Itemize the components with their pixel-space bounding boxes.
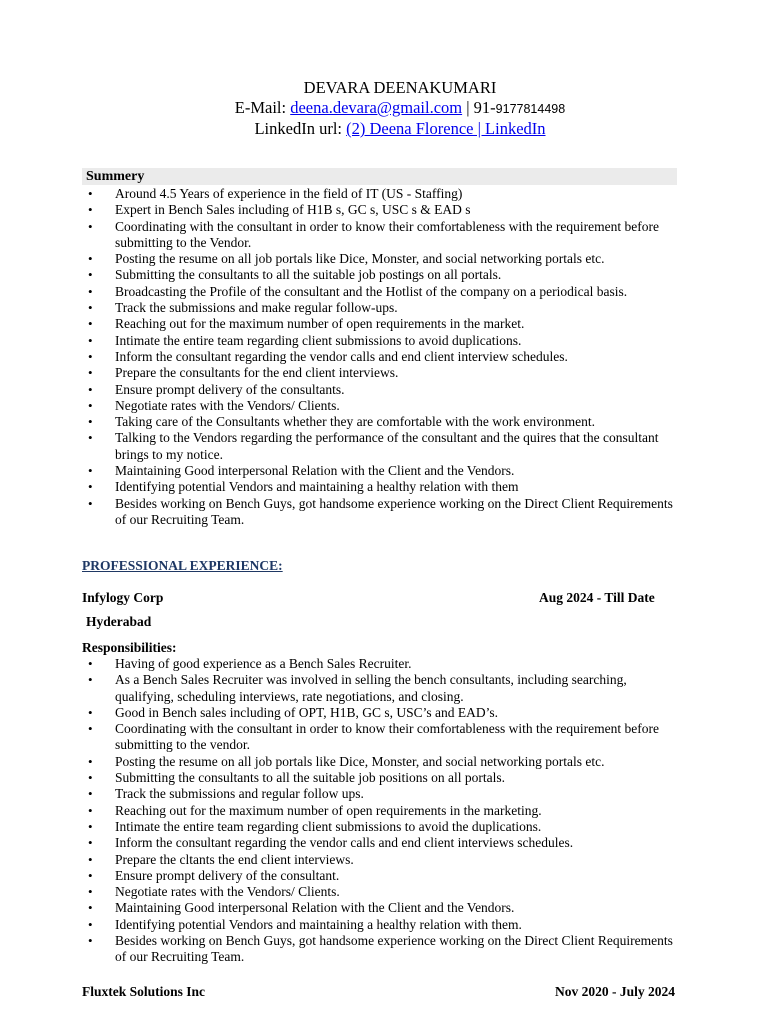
list-item xyxy=(82,852,682,868)
list-item-text: As a Bench Sales Recruiter was involved in selling the bench consultants, including searching, qualifying, scheduling interviews, rate negotiations, and closing. xyxy=(115,672,627,704)
list-item-text: Submitting the consultants to all the suitable job postings on all portals. xyxy=(115,267,502,283)
bullet-icon: • xyxy=(88,802,93,818)
list-item xyxy=(82,884,682,900)
list-item-text: Taking care of the Consultants whether they are comfortable with the work environment. xyxy=(115,414,596,430)
bullet-icon: • xyxy=(88,672,93,688)
list-item xyxy=(82,754,682,770)
list-item xyxy=(82,770,682,786)
list-item-text: Posting the resume on all job portals like Dice, Monster, and social networking portals etc. xyxy=(115,251,605,267)
list-item-text: Ensure prompt delivery of the consultant. xyxy=(115,867,340,883)
list-item-text: Intimate the entire team regarding client submissions to avoid the duplications. xyxy=(115,818,542,834)
candidate-name: DEVARA DEENAKUMARI xyxy=(303,78,497,97)
list-item xyxy=(82,300,682,316)
list-item-text: Broadcasting the Profile of the consultant and the Hotlist of the company on a periodical basis. xyxy=(115,283,628,299)
professional-experience-title: PROFESSIONAL EXPERIENCE: xyxy=(82,558,283,573)
list-item-text: Reaching out for the maximum number of open requirements in the marketing. xyxy=(115,802,542,818)
list-item-text: Besides working on Bench Guys, got handsome experience working on the Direct Client Requirements of our Recruiting Team. xyxy=(115,933,673,965)
list-item xyxy=(82,819,682,835)
list-item xyxy=(82,202,682,218)
bullet-icon: • xyxy=(88,186,93,201)
bullet-icon: • xyxy=(88,365,93,381)
bullet-icon: • xyxy=(88,267,93,283)
list-item xyxy=(82,414,682,430)
bullet-icon: • xyxy=(88,414,93,430)
list-item-text: Intimate the entire team regarding client submissions to avoid duplications. xyxy=(115,332,522,348)
list-item xyxy=(82,917,682,933)
bullet-icon: • xyxy=(88,900,93,916)
list-item-text: Ensure prompt delivery of the consultants. xyxy=(115,381,345,397)
email-link[interactable]: deena.devara@gmail.com xyxy=(290,98,463,117)
list-item-text: Submitting the consultants to all the suitable job positions on all portals. xyxy=(115,770,505,786)
bullet-icon: • xyxy=(88,835,93,851)
list-item-text: Expert in Bench Sales including of H1B s, GC s, USC s & EAD s xyxy=(115,202,471,218)
phone-prefix: | 91- xyxy=(462,98,496,117)
contact-line xyxy=(0,98,768,119)
list-item-text: Identifying potential Vendors and maintaining a healthy relation with them. xyxy=(115,916,522,932)
list-item-text: Besides working on Bench Guys, got handsome experience working on the Direct Client Requirements of our Recruiting Team. xyxy=(115,495,673,527)
list-item xyxy=(82,868,682,884)
list-item-text: Having of good experience as a Bench Sales Recruiter. xyxy=(115,656,412,671)
list-item-text: Coordinating with the consultant in order to know their comfortableness with the requirement before submitting to the vendor. xyxy=(115,721,659,753)
list-item-text: Maintaining Good interpersonal Relation with the Client and the Vendors. xyxy=(115,900,515,916)
bullet-icon: • xyxy=(88,867,93,883)
list-item-text: Negotiate rates with the Vendors/ Clients. xyxy=(115,397,340,413)
bullet-icon: • xyxy=(88,495,93,511)
bullet-icon: • xyxy=(88,916,93,932)
bullet-icon: • xyxy=(88,381,93,397)
bullet-icon: • xyxy=(88,300,93,316)
job1-city: Hyderabad xyxy=(86,614,152,629)
list-item xyxy=(82,333,682,349)
summary-heading-bar xyxy=(82,168,677,185)
list-item-text: Prepare the consultants for the end client interviews. xyxy=(115,365,399,381)
resume-header xyxy=(0,78,768,139)
list-item-text: Maintaining Good interpersonal Relation with the Client and the Vendors. xyxy=(115,463,515,479)
list-item xyxy=(82,284,682,300)
list-item xyxy=(82,398,682,414)
list-item xyxy=(82,267,682,283)
list-item xyxy=(82,803,682,819)
list-item xyxy=(82,933,682,966)
list-item xyxy=(82,316,682,332)
list-item-text: Negotiate rates with the Vendors/ Clients. xyxy=(115,884,340,900)
bullet-icon: • xyxy=(88,251,93,267)
list-item-text: Identifying potential Vendors and maintaining a healthy relation with them xyxy=(115,479,519,495)
bullet-icon: • xyxy=(88,218,93,234)
bullet-icon: • xyxy=(88,430,93,446)
summary-title: Summery xyxy=(86,169,145,184)
list-item xyxy=(82,349,682,365)
job1-responsibilities-list xyxy=(82,656,682,966)
job1-company: Infylogy Corp xyxy=(82,590,164,605)
list-item xyxy=(82,219,682,252)
list-item xyxy=(82,186,682,202)
list-item-text: Prepare the cltants the end client interviews. xyxy=(115,851,354,867)
job1-responsibilities-title: Responsibilities: xyxy=(82,640,177,655)
bullet-icon: • xyxy=(88,656,93,671)
list-item-text: Coordinating with the consultant in order to know their comfortableness with the requirement before submitting to the Vendor. xyxy=(115,218,659,250)
list-item xyxy=(82,721,682,754)
bullet-icon: • xyxy=(88,851,93,867)
bullet-icon: • xyxy=(88,770,93,786)
bullet-icon: • xyxy=(88,786,93,802)
list-item-text: Good in Bench sales including of OPT, H1B, GC s, USC’s and EAD’s. xyxy=(115,704,498,720)
bullet-icon: • xyxy=(88,348,93,364)
bullet-icon: • xyxy=(88,818,93,834)
bullet-icon: • xyxy=(88,316,93,332)
list-item-text: Talking to the Vendors regarding the performance of the consultant and the quires that the consultant brings to my notice. xyxy=(115,430,659,462)
bullet-icon: • xyxy=(88,753,93,769)
list-item-text: Reaching out for the maximum number of open requirements in the market. xyxy=(115,316,525,332)
list-item xyxy=(82,479,682,495)
list-item-text: Inform the consultant regarding the vendor calls and end client interview schedules. xyxy=(115,348,568,364)
list-item xyxy=(82,672,682,705)
list-item-text: Track the submissions and regular follow ups. xyxy=(115,786,364,802)
bullet-icon: • xyxy=(88,463,93,479)
job1-dates: Aug 2024 - Till Date xyxy=(539,590,655,605)
list-item xyxy=(82,365,682,381)
bullet-icon: • xyxy=(88,933,93,949)
summary-list xyxy=(82,186,682,528)
list-item-text: Inform the consultant regarding the vendor calls and end client interviews schedules. xyxy=(115,835,574,851)
list-item xyxy=(82,835,682,851)
list-item xyxy=(82,705,682,721)
linkedin-label: LinkedIn url: xyxy=(254,119,347,138)
linkedin-link[interactable]: (2) Deena Florence | LinkedIn xyxy=(346,119,546,138)
list-item-text: Posting the resume on all job portals like Dice, Monster, and social networking portals etc. xyxy=(115,753,605,769)
bullet-icon: • xyxy=(88,397,93,413)
email-label: E-Mail: xyxy=(234,98,291,117)
list-item xyxy=(82,463,682,479)
list-item xyxy=(82,656,682,672)
list-item-text: Track the submissions and make regular follow-ups. xyxy=(115,300,398,316)
bullet-icon: • xyxy=(88,479,93,495)
job2-dates: Nov 2020 - July 2024 xyxy=(555,984,676,999)
bullet-icon: • xyxy=(88,332,93,348)
list-item-text: Around 4.5 Years of experience in the field of IT (US - Staffing) xyxy=(115,186,463,201)
list-item xyxy=(82,251,682,267)
phone-number: 9177814498 xyxy=(495,102,566,116)
list-item xyxy=(82,900,682,916)
list-item xyxy=(82,430,682,463)
job2-company: Fluxtek Solutions Inc xyxy=(82,984,206,999)
list-item xyxy=(82,496,682,529)
bullet-icon: • xyxy=(88,884,93,900)
list-item xyxy=(82,382,682,398)
bullet-icon: • xyxy=(88,721,93,737)
bullet-icon: • xyxy=(88,202,93,218)
bullet-icon: • xyxy=(88,283,93,299)
bullet-icon: • xyxy=(88,704,93,720)
list-item xyxy=(82,786,682,802)
linkedin-line xyxy=(0,119,768,139)
